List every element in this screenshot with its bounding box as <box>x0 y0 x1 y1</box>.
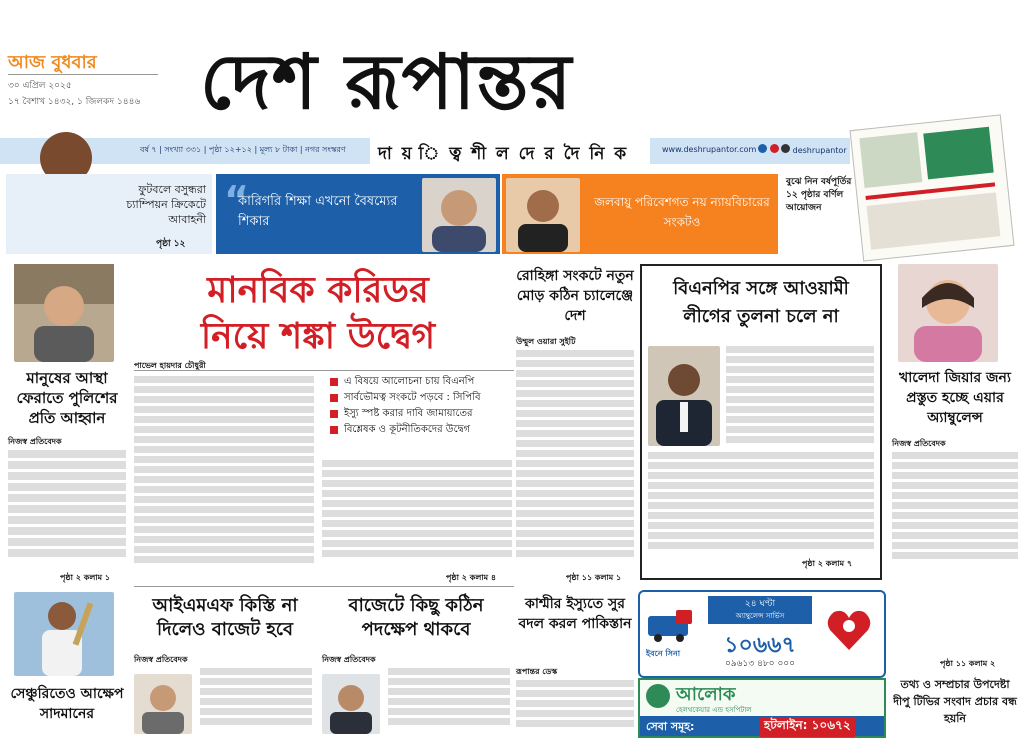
writer-photo <box>506 178 580 252</box>
budget-byline: নিজস্ব প্রতিবেদক <box>322 655 376 664</box>
imf-headline-line2[interactable]: দিলেও বাজেট হবে <box>156 619 294 640</box>
khaleda-jump[interactable]: পৃষ্ঠা ১১ কলাম ২ <box>940 659 996 668</box>
left-story-jump[interactable]: পৃষ্ঠা ২ কলাম ১ <box>60 573 111 582</box>
yunus-photo <box>14 264 114 362</box>
teaser-climate[interactable]: জলবায়ু পরিবেশগত নয় ন্যায়বিচারের সংকটও <box>502 174 778 254</box>
lead-body-col2 <box>322 460 512 570</box>
bnp-leader-photo <box>648 346 720 446</box>
alok-logo-icon <box>646 684 670 708</box>
date-bangla: ১৭ বৈশাখ ১৪৩২, ১ জিলকদ ১৪৪৬ <box>8 97 141 107</box>
ambulance-brand: ইবনে সিনা <box>646 649 681 658</box>
khaleda-body <box>892 452 1018 564</box>
lead-headline-line2[interactable]: নিয়ে শঙ্কা উদ্বেগ <box>200 315 436 357</box>
bnp-story-box[interactable] <box>640 264 882 580</box>
left-story-body <box>8 450 126 568</box>
date-english: ৩০ এপ্রিল ২০২৫ <box>8 81 72 91</box>
budget-headline-line2[interactable]: পদক্ষেপ থাকবে <box>361 619 471 640</box>
tagline: দা য় ি ত্ব শী ল দে র দৈ নি ক <box>378 144 629 164</box>
newspaper-title: দেশ রূপান্তর <box>200 37 573 126</box>
bnp-body-bottom <box>648 452 874 552</box>
teaser-strip <box>0 174 1024 254</box>
bullet-item: ইস্যু স্পষ্ট করার দাবি জামায়াতের <box>330 406 510 422</box>
sports-headline[interactable]: সেঞ্চুরিতেও আক্ষেপ সাদমানের <box>10 686 124 722</box>
bnp-headline-line2: লীগের তুলনা চলে না <box>683 306 839 327</box>
official-photo <box>322 674 380 734</box>
alok-services-label: সেবা সমূহ: <box>646 720 695 733</box>
twitter-icon <box>781 144 790 153</box>
ambulance-tagline: ২৪ ঘণ্টা অ্যাম্বুলেন্স সার্ভিস <box>708 596 812 624</box>
alok-subtitle: হেলথকেয়ার এন্ড হসপিটাল <box>676 706 752 714</box>
kashmir-byline: রূপান্তর ডেস্ক <box>516 667 558 676</box>
issue-meta: বর্ষ ৭ | সংখ্যা ৩৩১ | পৃষ্ঠা ১২+১২ | মূল্য ৮ টাকা | নগর সংস্করণ <box>140 145 346 154</box>
kashmir-body <box>516 680 634 734</box>
rohingya-jump[interactable]: পৃষ্ঠা ১১ কলাম ১ <box>566 573 622 582</box>
khaleda-headline[interactable]: খালেদা জিয়ার জন্য প্রস্তুত হচ্ছে এয়ার অ্যাম্বুলেন্স <box>899 370 1011 426</box>
rohingya-body <box>516 350 634 570</box>
ambulance-icon <box>646 606 698 642</box>
teaser-sports[interactable]: ফুটবলে বসুন্ধরা চ্যাম্পিয়ন ক্রিকেটে আবাহনী পৃষ্ঠা ১২ <box>6 174 212 254</box>
cricketer-photo <box>14 592 114 676</box>
heart-logo-icon <box>822 602 876 656</box>
columnist-photo <box>422 178 496 252</box>
imf-headline-line1[interactable]: আইএমএফ কিস্তি না <box>152 595 298 616</box>
advisor-photo <box>134 674 192 734</box>
bullet-item: সার্বভৌমত্ব সংকটে পড়বে : সিপিবি <box>330 390 510 406</box>
khaleda-byline: নিজস্ব প্রতিবেদক <box>892 439 946 448</box>
lead-body-col1 <box>134 376 314 566</box>
khaleda-photo <box>898 264 998 362</box>
alok-services-bar <box>640 716 884 736</box>
lead-headline-line1[interactable]: মানবিক করিডর <box>207 269 429 311</box>
alok-hospital-ad[interactable] <box>638 678 886 738</box>
alok-brand: আলোক <box>676 684 736 705</box>
bnp-headline-line1: বিএনপির সঙ্গে আওয়ামী <box>673 278 849 299</box>
left-story-headline[interactable]: মানুষের আস্থা ফেরাতে পুলিশের প্রতি আহ্বান <box>16 369 118 427</box>
rohingya-headline[interactable]: রোহিঙ্গা সংকটে নতুন মোড় কঠিন চ্যালেঞ্জে দেশ <box>516 268 634 324</box>
bullet-item: এ বিষয়ে আলোচনা চায় বিএনপি <box>330 374 510 390</box>
website-link[interactable]: www.deshrupantor.com <box>662 145 757 154</box>
ambulance-phone[interactable]: ০৯৬১৩ ৪৮০ ০০০ <box>724 659 796 669</box>
youtube-icon <box>770 144 779 153</box>
bullet-item: বিশ্লেষক ও কূটনীতিকদের উদ্বেগ <box>330 422 510 438</box>
day-label: আজ বুধবার <box>8 52 97 73</box>
alok-hotline[interactable]: হটলাইন: ১০৬৭২ <box>760 717 855 737</box>
bnp-body-top <box>726 346 874 446</box>
facebook-icon <box>758 144 767 153</box>
teaser-technical-education[interactable]: “ কারিগরি শিক্ষা এখনো বৈষম্যের শিকার <box>216 174 500 254</box>
supplement-thumbnail[interactable] <box>850 114 1015 261</box>
rohingya-byline: উম্মুল ওয়ারা সুইটি <box>516 337 576 346</box>
social-handle: deshrupantor <box>792 146 847 155</box>
budget-body <box>388 668 510 734</box>
lead-bullets-box <box>330 374 510 454</box>
kashmir-headline[interactable]: কাশ্মীর ইস্যুতে সুর বদল করল পাকিস্তান <box>518 596 632 632</box>
budget-headline-line1[interactable]: বাজেটে কিছু কঠিন <box>348 595 484 616</box>
imf-byline: নিজস্ব প্রতিবেদক <box>134 655 188 664</box>
social-icons <box>758 144 847 155</box>
teaser-anniversary[interactable]: বুঝে নিন বর্ষপূর্তির ১২ পৃষ্ঠার বর্ণিল আয়োজন <box>786 177 852 213</box>
imf-body <box>200 668 312 734</box>
ambulance-hotline[interactable]: ১০৬৬৭ <box>724 633 796 658</box>
bnp-jump: পৃষ্ঠা ২ কলাম ৭ <box>802 559 853 568</box>
lead-jump[interactable]: পৃষ্ঠা ২ কলাম ৪ <box>446 573 497 582</box>
info-adviser-headline[interactable]: তথ্য ও সম্প্রচার উপদেষ্টা দীপু টিভির সংবাদ প্রচার বন্ধ হয়নি <box>893 678 1017 725</box>
ambulance-ad[interactable] <box>638 590 886 678</box>
left-story-byline: নিজস্ব প্রতিবেদক <box>8 437 62 446</box>
quote-icon: “ <box>224 178 249 222</box>
lead-byline: পাভেল হায়দার চৌধুরী <box>134 361 206 370</box>
